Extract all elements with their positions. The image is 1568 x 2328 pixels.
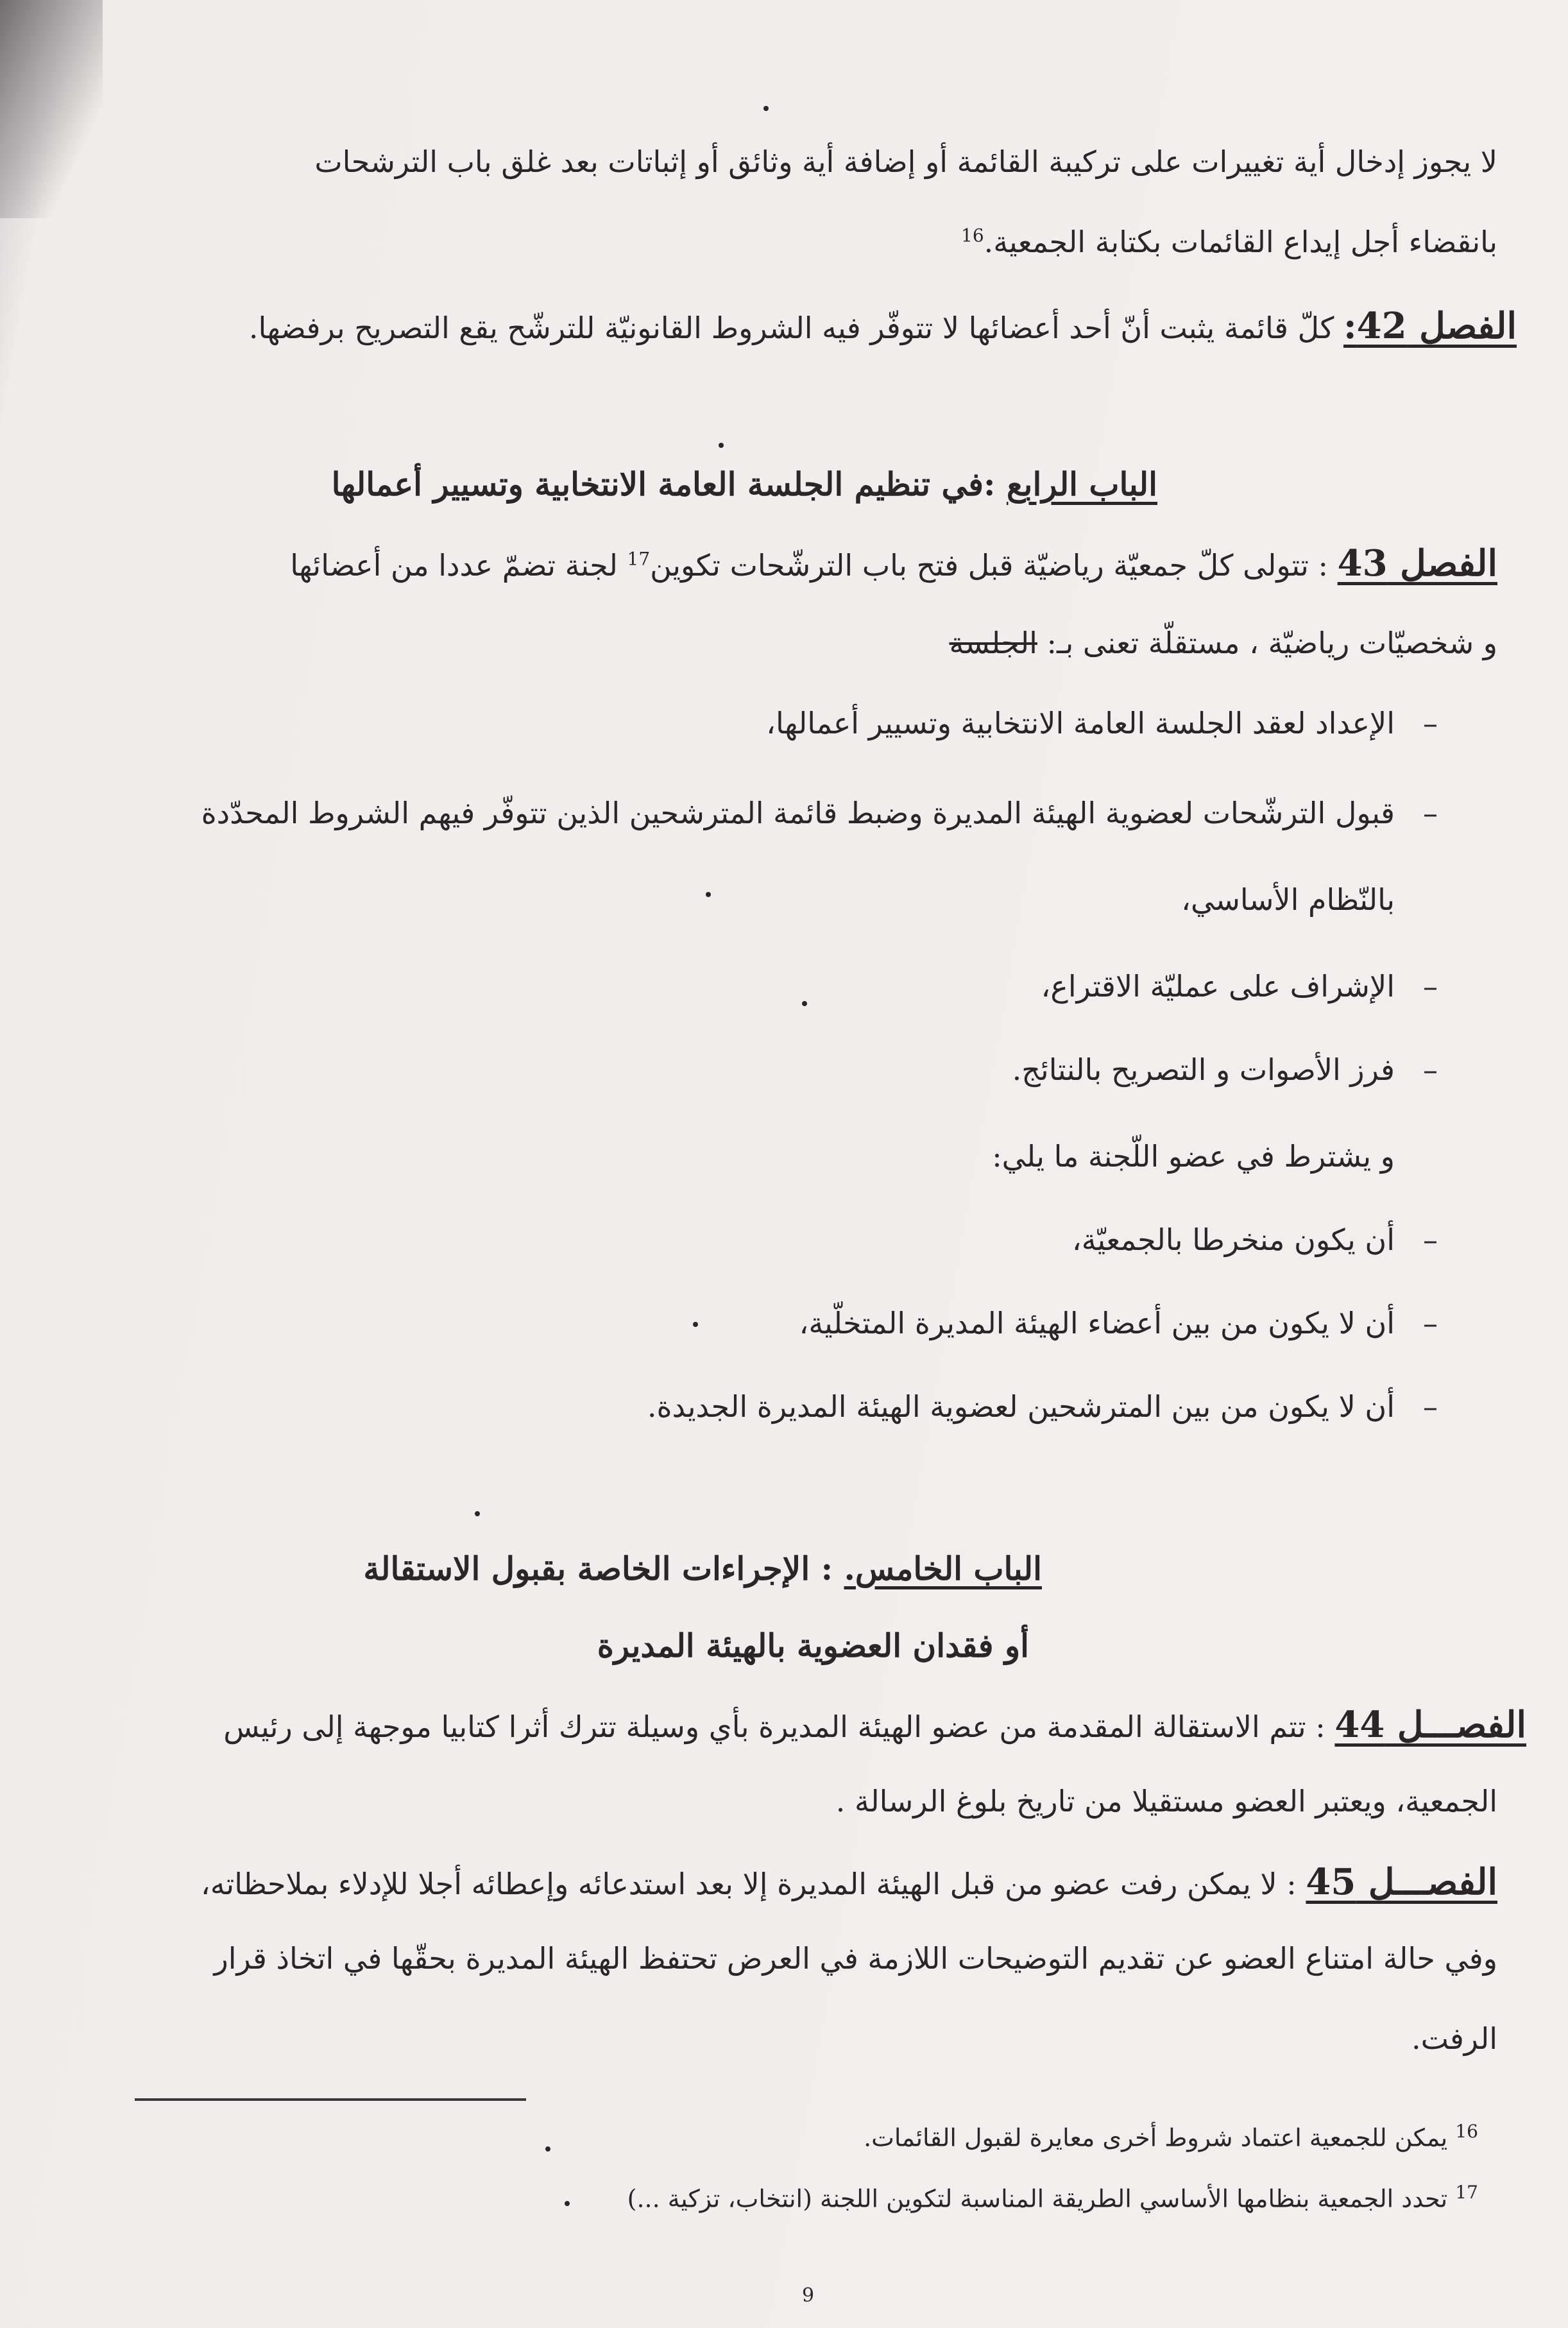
footnote [864,2121,1478,2152]
bullet-dash: – [1423,1306,1438,1340]
article-text: و شخصيّات رياضيّة ، مستقلّة تعنى بـ: [1046,626,1497,660]
paragraph-line [961,225,1497,260]
chapter-heading [363,1550,1042,1588]
article-43-line [290,542,1497,585]
article-label: الفصل 43 [1337,542,1497,585]
footnote-text: تحدد الجمعية بنظامها الأساسي الطريقة المناسبة لتكوين اللجنة (انتخاب، تزكية ...) [627,2184,1448,2213]
footnote-ref: 17 [627,548,651,570]
chapter-title: :في تنظيم الجلسة العامة الانتخابية وتسيير أعمالها [331,465,996,503]
article-45-line [201,1861,1497,1904]
list-item-continuation: بالنّظام الأساسي، [1181,882,1395,917]
article-44-line [223,1704,1526,1747]
article-label: الفصـــل 44 [1334,1704,1526,1746]
bullet-dash: – [1423,969,1438,1004]
footnote [627,2182,1478,2213]
list-item: أن لا يكون من بين أعضاء الهيئة المديرة المتخلّية، [799,1306,1395,1340]
paragraph-line: لا يجوز إدخال أية تغييرات على تركيبة القائمة أو إضافة أية وثائق أو إثباتات بعد غلق باب الترشحات [314,144,1497,179]
bullet-dash: – [1423,706,1438,740]
scan-speck [719,443,724,448]
list-item: الإشراف على عمليّة الاقتراع، [1041,969,1395,1004]
scan-speck [475,1511,480,1516]
list-item: الإعداد لعقد الجلسة العامة الانتخابية وتسيير أعمالها، [766,706,1395,740]
article-label: الفصـــل 45 [1306,1861,1497,1903]
footnote-number: 16 [1455,2121,1478,2142]
bullet-dash: – [1423,1052,1438,1087]
article-44-line: الجمعية، ويعتبر العضو مستقيلا من تاريخ بلوغ الرسالة . [835,1784,1497,1819]
footnote-ref: 16 [961,225,984,246]
chapter-heading [332,465,1157,504]
article-text: : تتولى كلّ جمعيّة رياضيّة قبل فتح باب الترشّحات تكوين [650,548,1329,583]
bullet-dash: – [1423,1222,1438,1257]
scan-speck [693,1322,698,1327]
list-item: أن يكون منخرطا بالجمعيّة، [1071,1222,1395,1257]
article-text: لجنة تضمّ عددا من أعضائها [290,548,618,583]
scan-speck [565,2201,570,2206]
scan-speck [706,892,711,897]
list-item: أن لا يكون من بين المترشحين لعضوية الهيئة المديرة الجديدة. [647,1389,1395,1424]
footnote-separator [135,2098,526,2101]
article-43-line [949,626,1497,661]
chapter-title: : الإجراءات الخاصة بقبول الاستقالة [363,1550,833,1588]
scan-speck [802,1001,807,1006]
article-text: : تتم الاستقالة المقدمة من عضو الهيئة المديرة بأي وسيلة تترك أثرا كتابيا موجهة إلى رئيس [223,1709,1325,1744]
article-45-line: وفي حالة امتناع العضو عن تقديم التوضيحات اللازمة في العرض تحتفظ الهيئة المديرة بحقّها في اتخاذ قرار [214,1941,1497,1976]
list-item: قبول الترشّحات لعضوية الهيئة المديرة وضبط قائمة المترشحين الذين تتوفّر فيهم الشروط المحدّدة [201,796,1395,830]
article-text: : لا يمكن رفت عضو من قبل الهيئة المديرة إلا بعد استدعائه وإعطائه أجلا للإدلاء بملاحظاته، [200,1867,1297,1901]
article-45-line: الرفت. [1411,2021,1497,2056]
struck-text: الجلسة [949,626,1037,660]
paragraph-text: بانقضاء أجل إيداع القائمات بكتابة الجمعية. [984,225,1497,259]
bullet-dash: – [1423,1389,1438,1424]
scan-speck [545,2146,550,2152]
chapter-label: الباب الرابع [1006,465,1157,503]
article-label: الفصل 42: [1343,305,1517,347]
page-number: 9 [802,2284,815,2307]
scan-speck [763,106,769,111]
footnote-text: يمكن للجمعية اعتماد شروط أخرى معايرة لقبول القائمات. [864,2123,1448,2152]
page-fold-shadow [0,0,103,218]
list-item: فرز الأصوات و التصريح بالنتائج. [1012,1052,1395,1087]
article-42 [249,305,1517,348]
chapter-label: الباب الخامس. [844,1550,1042,1588]
condition-intro: و يشترط في عضو اللّجنة ما يلي: [992,1139,1395,1174]
footnote-number: 17 [1455,2182,1478,2203]
bullet-dash: – [1423,796,1438,830]
chapter-heading-line2: أو فقدان العضوية بالهيئة المديرة [597,1627,1029,1665]
article-text: كلّ قائمة يثبت أنّ أحد أعضائها لا تتوفّر فيه الشروط القانونيّة للترشّح يقع التصريح برفضها. [248,311,1334,345]
